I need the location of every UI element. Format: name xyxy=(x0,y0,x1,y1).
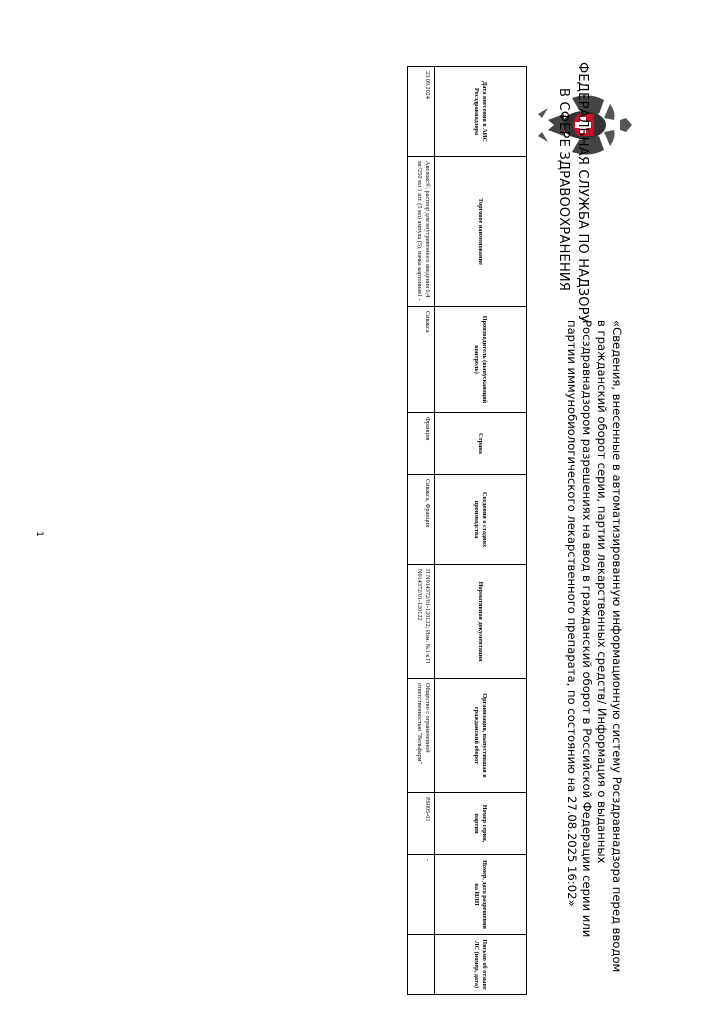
org-name-line1: ФЕДЕРАЛЬНАЯ СЛУЖБА ПО НАДЗОРУ xyxy=(575,62,590,323)
header-manufacturer: Производитель (выпускающий контроль) xyxy=(435,307,527,413)
document-heading: «Сведения, внесенные в автоматизированную информационную систему Росздравнадзора перед вводом в гражданский оборот серии, партии лекарственных средств/ Информация о выданных Росздравнадзором разрешениях на ввод в гражданский оборот в Российской Федерации серии или партии иммунобиологического лекарственного препарата, по состоянию на 27.08.2025 16:02» xyxy=(565,320,624,973)
cell-recall-letter xyxy=(408,935,435,995)
header-normative-docs: Нормативная документация xyxy=(435,565,527,679)
cell-production-stages: Сивакса, Франция xyxy=(408,475,435,565)
header-production-stages: Сведения о стадиях производства xyxy=(435,475,527,565)
header-recall-letter: Письмо об отзыве ЛС (номер, дата) xyxy=(435,935,527,995)
cell-organization: Общество с ограниченной ответственностью "Вельфарм" xyxy=(408,679,435,793)
table-row xyxy=(408,67,435,995)
registry-table xyxy=(407,66,527,995)
header-country: Страна xyxy=(435,413,527,475)
header-permit: Номер, дата разрешения на ИЛП xyxy=(435,855,527,935)
cell-normative-docs: П N014372/01-120122; Изм. №1 к П N014372/01-120122 xyxy=(408,565,435,679)
page-number: 1 xyxy=(34,531,44,537)
cell-manufacturer: Сивакса xyxy=(408,307,435,413)
cell-trade-name: Авелокс®, раствор для внутривенного введения 0,4 мг/250 мл 1 шт. (5 мл) ампула (5), пачка картонная1 - xyxy=(408,157,435,307)
header-trade-name: Торговое наименование xyxy=(435,157,527,307)
cell-date: 23.09.2024 xyxy=(408,67,435,157)
cell-series-number: PS005-01 xyxy=(408,793,435,855)
org-name-line2: В СФЕРЕ ЗДРАВООХРАНЕНИЯ xyxy=(556,88,571,292)
cell-permit: - xyxy=(408,855,435,935)
header-series-number: Номер серии, партии xyxy=(435,793,527,855)
header-organization: Организация, выпустившая в гражданский оборот xyxy=(435,679,527,793)
header-date: Дата внесения в АИС Росздравнадзора xyxy=(435,67,527,157)
cell-country: Франция xyxy=(408,413,435,475)
table-header-row xyxy=(435,67,527,995)
